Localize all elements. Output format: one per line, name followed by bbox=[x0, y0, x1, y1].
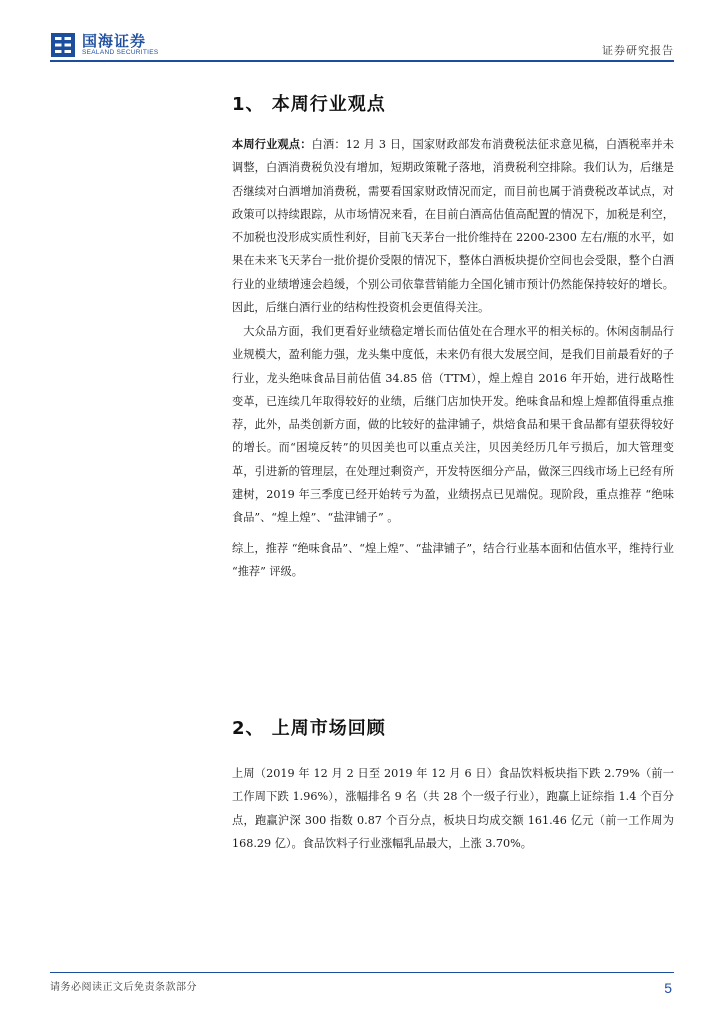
section-1-paragraph-1 bbox=[232, 133, 674, 319]
section-1-paragraph-2: 大众品方面，我们更看好业绩稳定增长而估值处在合理水平的相关标的。休闲卤制品行业规模大，盈利能力强，龙头集中度低，未来仍有很大发展空间，是我们目前最看好的子行业，龙头绝味食品目前估值 34.85 倍（TTM），煌上煌自 2016 年开始，进行战略性变革，已连续几年取得较好的业绩，后继门店加快开发。绝味食品和煌上煌都值得重点推荐，此外，品类创新方面，做的比较好的盐津铺子，烘焙食品和果干食品都有望获得较好的增长。而“困境反转”的贝因美也可以重点关注，贝因美经历几年亏损后，加大管理变革，引进新的管理层，在处理过剩资产，开发特医细分产品，做深三四线市场上已经有所建树，2019 年三季度已经开始转亏为盈，业绩拐点已见端倪。现阶段，重点推荐 “绝味食品”、“煌上煌”、“盐津铺子” 。 bbox=[232, 325, 674, 525]
paragraph-lead: 本周行业观点： bbox=[232, 137, 312, 151]
footer-divider bbox=[50, 972, 674, 973]
logo-name-cn: 国海证券 bbox=[82, 32, 147, 50]
page-number: 5 bbox=[664, 980, 672, 996]
page-header bbox=[50, 28, 674, 64]
sealand-logo-icon bbox=[50, 32, 76, 58]
report-type-label: 证券研究报告 bbox=[602, 44, 674, 57]
paragraph-body: 白酒：12 月 3 日，国家财政部发布消费税法征求意见稿，白酒税率并未调整，白酒消费税负没有增加，短期政策靴子落地，消费税利空排除。我们认为，后继是否继续对白酒增加消费税，需要看国家财政情况而定，而目前也属于消费税改革试点，对政策可以持续跟踪，从市场情况来看，在目前白酒高估值高配置的情况下，加税是利空，不加税也没形成实质性利好，目前飞天茅台一批价维持在 2200-2300 左右/瓶的水平，如果在未来飞天茅台一批价提价受限的情况下，整体白酒板块提价空间也会受限，整个白酒行业的业绩增速会趋缓，个别公司依靠营销能力全国化铺市预计仍然能保持较好的增长。因此，后继白酒行业的结构性投资机会更值得关注。 bbox=[232, 138, 674, 315]
section-1-title: 1、 本周行业观点 bbox=[232, 94, 386, 115]
section-1-paragraph-3: 综上，推荐 “绝味食品”、“煌上煌”、“盐津铺子”，结合行业基本面和估值水平，维持行业 “推荐” 评级。 bbox=[232, 542, 674, 579]
section-2-paragraph-1: 上周（2019 年 12 月 2 日至 2019 年 12 月 6 日）食品饮料板块指下跌 2.79%（前一工作周下跌 1.96%），涨幅排名 9 名（共 28 个一级子行业），跑赢上证综指 1.4 个百分点，跑赢沪深 300 指数 0.87 个百分点，板块日均成交额 161.46 亿元（前一工作周为 168.29 亿）。食品饮料子行业涨幅乳品最大，上涨 3.70%。 bbox=[232, 767, 674, 850]
company-logo bbox=[50, 32, 159, 58]
logo-name-en: SEALAND SECURITIES bbox=[82, 49, 159, 56]
section-2-title: 2、 上周市场回顾 bbox=[232, 718, 386, 739]
footer-disclaimer: 请务必阅读正文后免责条款部分 bbox=[50, 982, 197, 993]
header-divider bbox=[50, 60, 674, 62]
